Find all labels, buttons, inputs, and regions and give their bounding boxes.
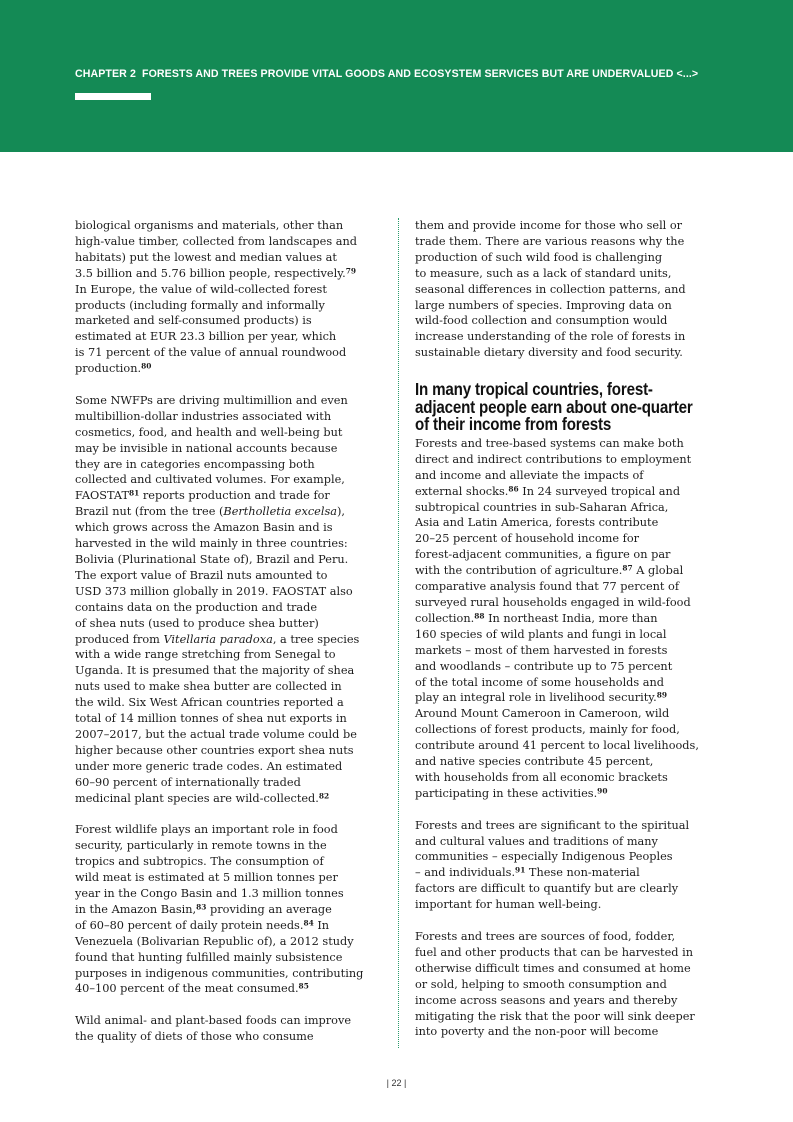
text-span: with the contribution of agriculture. <box>415 564 623 578</box>
text-line <box>415 563 725 579</box>
text-line: communities – especially Indigenous Peoples <box>415 850 673 864</box>
text-line: purposes in indigenous communities, contributing <box>75 966 364 980</box>
section-heading <box>415 381 725 434</box>
text-line: sustainable dietary diversity and food security. <box>415 346 683 360</box>
text-line: Some NWFPs are driving multimillion and even <box>75 393 348 407</box>
text-line: large numbers of species. Improving data on <box>415 298 672 312</box>
text-line: otherwise difficult times and consumed at home <box>415 961 691 975</box>
text-span: FAOSTAT <box>75 489 130 503</box>
chapter-header <box>75 68 775 80</box>
text-line: them and provide income for those who sell or <box>415 219 683 232</box>
footnote-87: 87 <box>622 563 633 573</box>
text-line: may be invisible in national accounts because <box>75 441 338 455</box>
chapter-title: FORESTS AND TREES PROVIDE VITAL GOODS AND ECOSYSTEM SERVICES BUT ARE UNDERVALUED <...> <box>142 68 699 80</box>
text-line: collections of forest products, mainly for food, <box>415 723 680 737</box>
text-span: Brazil nut (from the tree <box>75 505 216 519</box>
text-span: collection. <box>415 611 475 625</box>
text-line: collected and cultivated volumes. For example, <box>75 473 345 487</box>
footnote-91: 91 <box>515 865 526 875</box>
text-line: which grows across the Amazon Basin and is <box>75 521 333 535</box>
text-span: produced from <box>75 632 160 646</box>
text-line: seasonal differences in collection patterns, and <box>415 282 686 296</box>
text-line: production of such wild food is challenging <box>415 250 663 264</box>
text-line <box>415 690 725 706</box>
text-line: of the total income of some households and <box>415 675 665 689</box>
header-accent-bar <box>75 93 151 100</box>
text-line: under more generic trade codes. An estimated <box>75 759 343 773</box>
text-line: of shea nuts (used to produce shea butter) <box>75 616 319 630</box>
text-span: medicinal plant species are wild-collected. <box>75 791 319 805</box>
paragraph-gap <box>415 913 725 929</box>
text-line: wild meat is estimated at 5 million tonnes per <box>75 871 338 885</box>
text-line: products (including formally and informally <box>75 298 325 312</box>
paragraph-gap <box>75 807 387 823</box>
heading-line: adjacent people earn about one-quarter <box>415 396 693 417</box>
text-line <box>415 865 725 881</box>
text-line: total of 14 million tonnes of shea nut exports in <box>75 712 347 726</box>
paragraph-gap <box>415 802 725 818</box>
footnote-82: 82 <box>318 791 330 801</box>
text-line: Around Mount Cameroon in Cameroon, wild <box>415 707 670 721</box>
text-line: 20–25 percent of household income for <box>415 532 640 546</box>
chapter-banner <box>0 0 793 152</box>
text-line <box>75 361 387 377</box>
paragraph-gap <box>75 377 387 393</box>
text-line: the quality of diets of those who consume <box>75 1030 314 1044</box>
right-column <box>415 218 725 1040</box>
text-line: Venezuela (Bolivarian Republic of), a 2012 study <box>75 934 354 948</box>
text-line: year in the Congo Basin and 1.3 million tonnes <box>75 887 344 901</box>
text-line: the wild. Six West African countries reported a <box>75 696 344 710</box>
text-span: in the Amazon Basin, <box>75 902 197 916</box>
text-line: they are in categories encompassing both <box>75 457 315 471</box>
text-line: contains data on the production and trade <box>75 600 318 614</box>
text-span: external shocks. <box>415 484 509 498</box>
heading-line: In many tropical countries, forest- <box>415 379 653 400</box>
text-line: harvested in the wild mainly in three countries: <box>75 537 348 551</box>
text-span: providing an average <box>206 902 332 916</box>
footnote-90: 90 <box>597 786 608 796</box>
text-line <box>75 488 387 504</box>
text-line: markets – most of them harvested in forests <box>415 643 668 657</box>
text-line: estimated at EUR 23.3 billion per year, which <box>75 330 337 344</box>
text-span: A global <box>632 564 684 578</box>
footnote-89: 89 <box>656 690 668 700</box>
text-line: subtropical countries in sub-Saharan Africa, <box>415 500 669 514</box>
text-line: into poverty and the non-poor will become <box>415 1025 659 1039</box>
page-number: | 22 | <box>386 1078 407 1088</box>
text-line: income across seasons and years and thereby <box>415 993 678 1007</box>
text-line: forest-adjacent communities, a figure on par <box>415 548 671 562</box>
text-line: marketed and self-consumed products) is <box>75 314 312 328</box>
column-divider <box>398 218 399 1048</box>
footnote-81: 81 <box>129 488 140 498</box>
text-line <box>415 611 725 627</box>
text-line: USD 373 million globally in 2019. FAOSTAT also <box>75 584 353 598</box>
text-span: – and individuals. <box>415 866 516 880</box>
text-line: fuel and other products that can be harvested in <box>415 945 693 959</box>
text-line: with a wide range stretching from Senegal to <box>75 648 336 662</box>
text-span: In 24 surveyed tropical and <box>518 484 681 498</box>
text-line: Asia and Latin America, forests contribute <box>415 516 659 530</box>
text-line: comparative analysis found that 77 percent of <box>415 580 680 594</box>
text-line: direct and indirect contributions to employment <box>415 452 692 466</box>
text-line <box>75 266 387 282</box>
footnote-80: 80 <box>141 361 152 371</box>
paragraph-gap <box>75 997 387 1013</box>
text-line: or sold, helping to smooth consumption and <box>415 977 667 991</box>
text-span: , a tree species <box>272 632 360 646</box>
footnote-83: 83 <box>196 902 207 912</box>
text-line: to measure, such as a lack of standard units, <box>415 266 672 280</box>
text-line <box>75 902 387 918</box>
footnote-84: 84 <box>303 918 314 928</box>
text-line <box>75 918 387 934</box>
text-line: Wild animal- and plant-based foods can improve <box>75 1014 352 1028</box>
text-span: reports production and trade for <box>139 489 330 503</box>
text-span: 40–100 percent of the meat consumed. <box>75 982 299 996</box>
text-line: trade them. There are various reasons why the <box>415 234 685 248</box>
text-line <box>75 632 387 648</box>
text-line: contribute around 41 percent to local livelihoods, <box>415 739 699 753</box>
footnote-79: 79 <box>345 266 356 276</box>
text-line: high-value timber, collected from landscapes and <box>75 234 357 248</box>
text-line <box>75 791 387 807</box>
text-line: cosmetics, food, and health and well-being but <box>75 425 343 439</box>
text-line: biological organisms and materials, other than <box>75 219 344 232</box>
text-line <box>415 786 725 802</box>
text-line: security, particularly in remote towns in the <box>75 839 327 853</box>
chapter-label: CHAPTER 2 <box>75 68 136 80</box>
text-span: participating in these activities. <box>415 786 598 800</box>
text-span: play an integral role in livelihood security. <box>415 691 657 705</box>
text-span: In northeast India, more than <box>484 611 658 625</box>
footnote-85: 85 <box>298 981 309 991</box>
text-span: ), <box>337 505 345 519</box>
text-span: 3.5 billion and 5.76 billion people, respectively. <box>75 266 346 280</box>
text-line: important for human well-being. <box>415 898 602 912</box>
text-line: with households from all economic brackets <box>415 770 668 784</box>
text-line: The export value of Brazil nuts amounted to <box>75 568 328 582</box>
text-line: found that hunting fulfilled mainly subsistence <box>75 950 343 964</box>
text-line: and native species contribute 45 percent, <box>415 755 654 769</box>
text-line: factors are difficult to quantify but are clearly <box>415 882 679 896</box>
text-line: is 71 percent of the value of annual roundwood <box>75 346 347 360</box>
text-span: ( <box>215 505 224 519</box>
text-line: Forests and trees are significant to the spiritual <box>415 818 690 832</box>
text-line: In Europe, the value of wild-collected forest <box>75 282 327 296</box>
text-line: habitats) put the lowest and median values at <box>75 250 337 264</box>
text-line: Forests and tree-based systems can make both <box>415 436 684 450</box>
text-line: tropics and subtropics. The consumption of <box>75 855 324 869</box>
text-span: These non-material <box>525 866 640 880</box>
text-line: and woodlands – contribute up to 75 percent <box>415 659 673 673</box>
text-span: production. <box>75 362 142 376</box>
text-line: surveyed rural households engaged in wild-food <box>415 596 691 609</box>
text-span: In <box>313 918 330 932</box>
text-line: Forests and trees are sources of food, fodder, <box>415 930 676 943</box>
text-line: 2007–2017, but the actual trade volume could be <box>75 727 357 741</box>
species-name: Bertholletia excelsa <box>223 505 337 519</box>
text-line: multibillion-dollar industries associated with <box>75 409 332 423</box>
text-line <box>415 484 725 500</box>
text-line: higher because other countries export shea nuts <box>75 743 354 757</box>
text-line: and income and alleviate the impacts of <box>415 468 644 482</box>
text-line: nuts used to make shea butter are collected in <box>75 680 342 694</box>
text-line: 160 species of wild plants and fungi in local <box>415 627 667 641</box>
left-column <box>75 218 387 1045</box>
text-line: increase understanding of the role of forests in <box>415 330 686 344</box>
text-line: Forest wildlife plays an important role in food <box>75 823 338 837</box>
text-line: and cultural values and traditions of many <box>415 834 658 848</box>
heading-line: of their income from forests <box>415 414 612 435</box>
footnote-88: 88 <box>474 611 485 621</box>
text-line: 60–90 percent of internationally traded <box>75 775 301 789</box>
text-line: wild-food collection and consumption would <box>415 314 668 328</box>
text-line: mitigating the risk that the poor will sink deeper <box>415 1009 695 1023</box>
text-line: Bolivia (Plurinational State of), Brazil and Peru. <box>75 553 349 567</box>
text-line: Uganda. It is presumed that the majority of shea <box>75 664 355 678</box>
text-line <box>75 504 387 520</box>
footnote-86: 86 <box>508 484 519 494</box>
text-span: of 60–80 percent of daily protein needs. <box>75 918 304 932</box>
species-name: Vitellaria paradoxa <box>163 632 273 646</box>
text-line <box>75 981 387 997</box>
